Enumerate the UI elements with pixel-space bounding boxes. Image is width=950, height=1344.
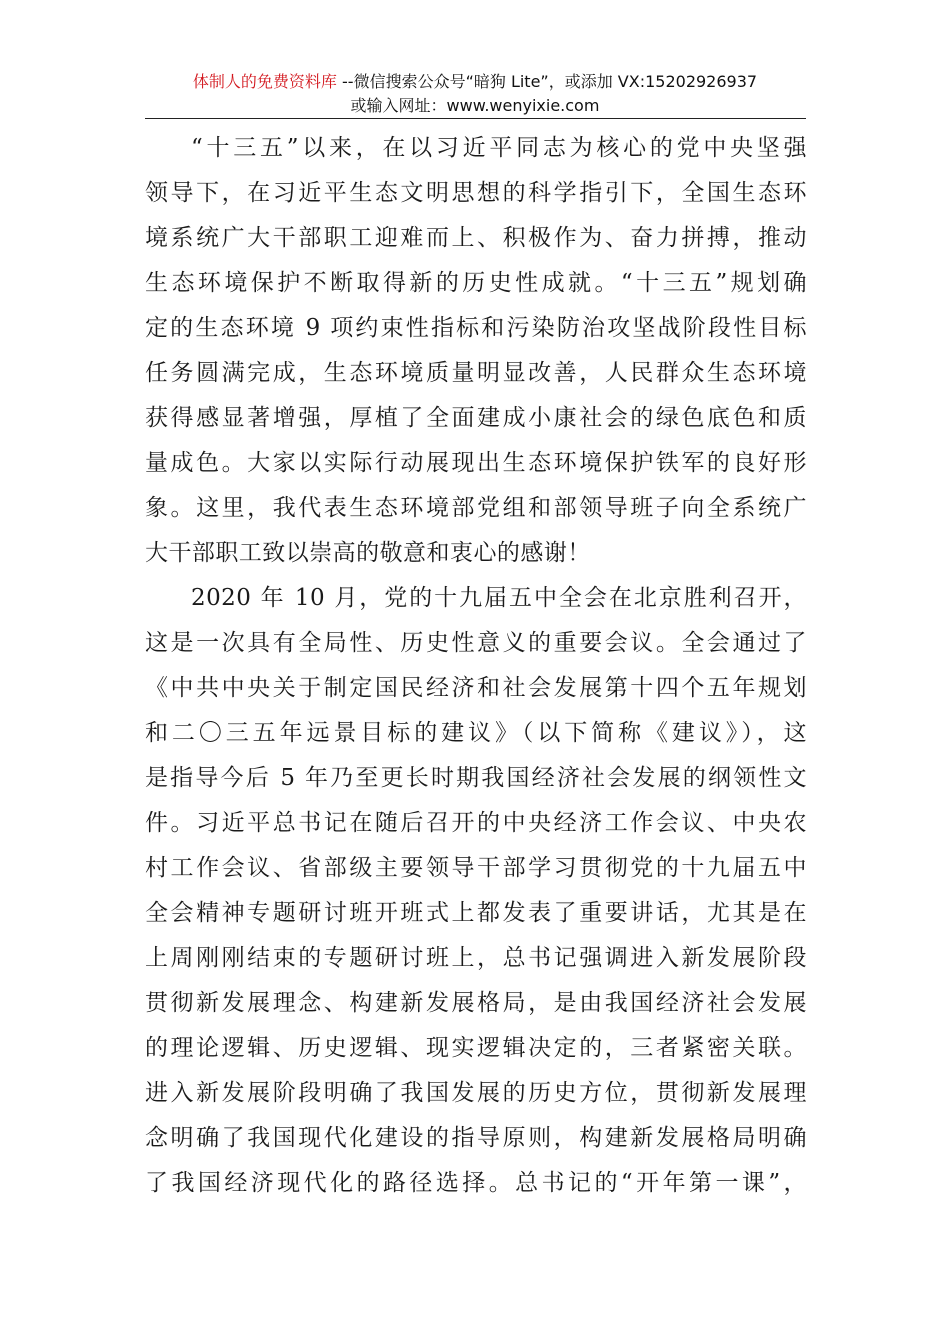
text-line: 2020 年 10 月，党的十九届五中全会在北京胜利召开， (191, 585, 807, 611)
text-line: 获得感显著增强，厚植了全面建成小康社会的绿色底色和质 (145, 405, 807, 431)
document-body (145, 126, 807, 1206)
text-line: 大干部职工致以崇高的敬意和衷心的感谢！ (145, 540, 591, 566)
text-line: 念明确了我国现代化建设的指导原则，构建新发展格局明确 (145, 1125, 807, 1151)
text-line: 量成色。大家以实际行动展现出生态环境保护铁军的良好形 (145, 450, 807, 476)
header-divider (145, 118, 806, 119)
text-line: 件。习近平总书记在随后召开的中央经济工作会议、中央农 (145, 810, 807, 836)
text-line: 了我国经济现代化的路径选择。总书记的“开年第一课”， (145, 1170, 807, 1196)
text-line: 《中共中央关于制定国民经济和社会发展第十四个五年规划 (145, 675, 807, 701)
text-line: 和二〇三五年远景目标的建议》（以下简称《建议》），这 (145, 720, 807, 746)
page-header (145, 70, 805, 118)
text-line: 任务圆满完成，生态环境质量明显改善，人民群众生态环境 (145, 360, 807, 386)
header-line-1 (145, 70, 805, 94)
header-url-line: 或输入网址：www.wenyixie.com (350, 96, 600, 115)
text-line: 象。这里，我代表生态环境部党组和部领导班子向全系统广 (145, 495, 807, 521)
header-tagline: --微信搜索公众号“暗狗 Lite”，或添加 VX:15202926937 (336, 72, 758, 91)
text-line: 上周刚刚结束的专题研讨班上，总书记强调进入新发展阶段 (145, 945, 807, 971)
text-line: 境系统广大干部职工迎难而上、积极作为、奋力拼搏，推动 (145, 225, 807, 251)
text-line: 是指导今后 5 年乃至更长时期我国经济社会发展的纲领性文 (145, 765, 807, 791)
text-line: 贯彻新发展理念、构建新发展格局，是由我国经济社会发展 (145, 990, 807, 1016)
text-line: 这是一次具有全局性、历史性意义的重要会议。全会通过了 (145, 630, 807, 656)
text-line: 定的生态环境 9 项约束性指标和污染防治攻坚战阶段性目标 (145, 315, 807, 341)
text-line: 进入新发展阶段明确了我国发展的历史方位，贯彻新发展理 (145, 1080, 807, 1106)
header-brand: 体制人的免费资料库 (192, 72, 337, 91)
text-line: 全会精神专题研讨班开班式上都发表了重要讲话，尤其是在 (145, 900, 807, 926)
text-line: 村工作会议、省部级主要领导干部学习贯彻党的十九届五中 (145, 855, 807, 881)
text-line: 领导下，在习近平生态文明思想的科学指引下，全国生态环 (145, 180, 807, 206)
paragraph-2 (145, 576, 807, 1206)
text-line: “十三五”以来，在以习近平同志为核心的党中央坚强 (191, 135, 807, 161)
paragraph-1 (145, 126, 807, 576)
text-line: 生态环境保护不断取得新的历史性成就。“十三五”规划确 (145, 270, 807, 296)
text-line: 的理论逻辑、历史逻辑、现实逻辑决定的，三者紧密关联。 (145, 1035, 807, 1061)
